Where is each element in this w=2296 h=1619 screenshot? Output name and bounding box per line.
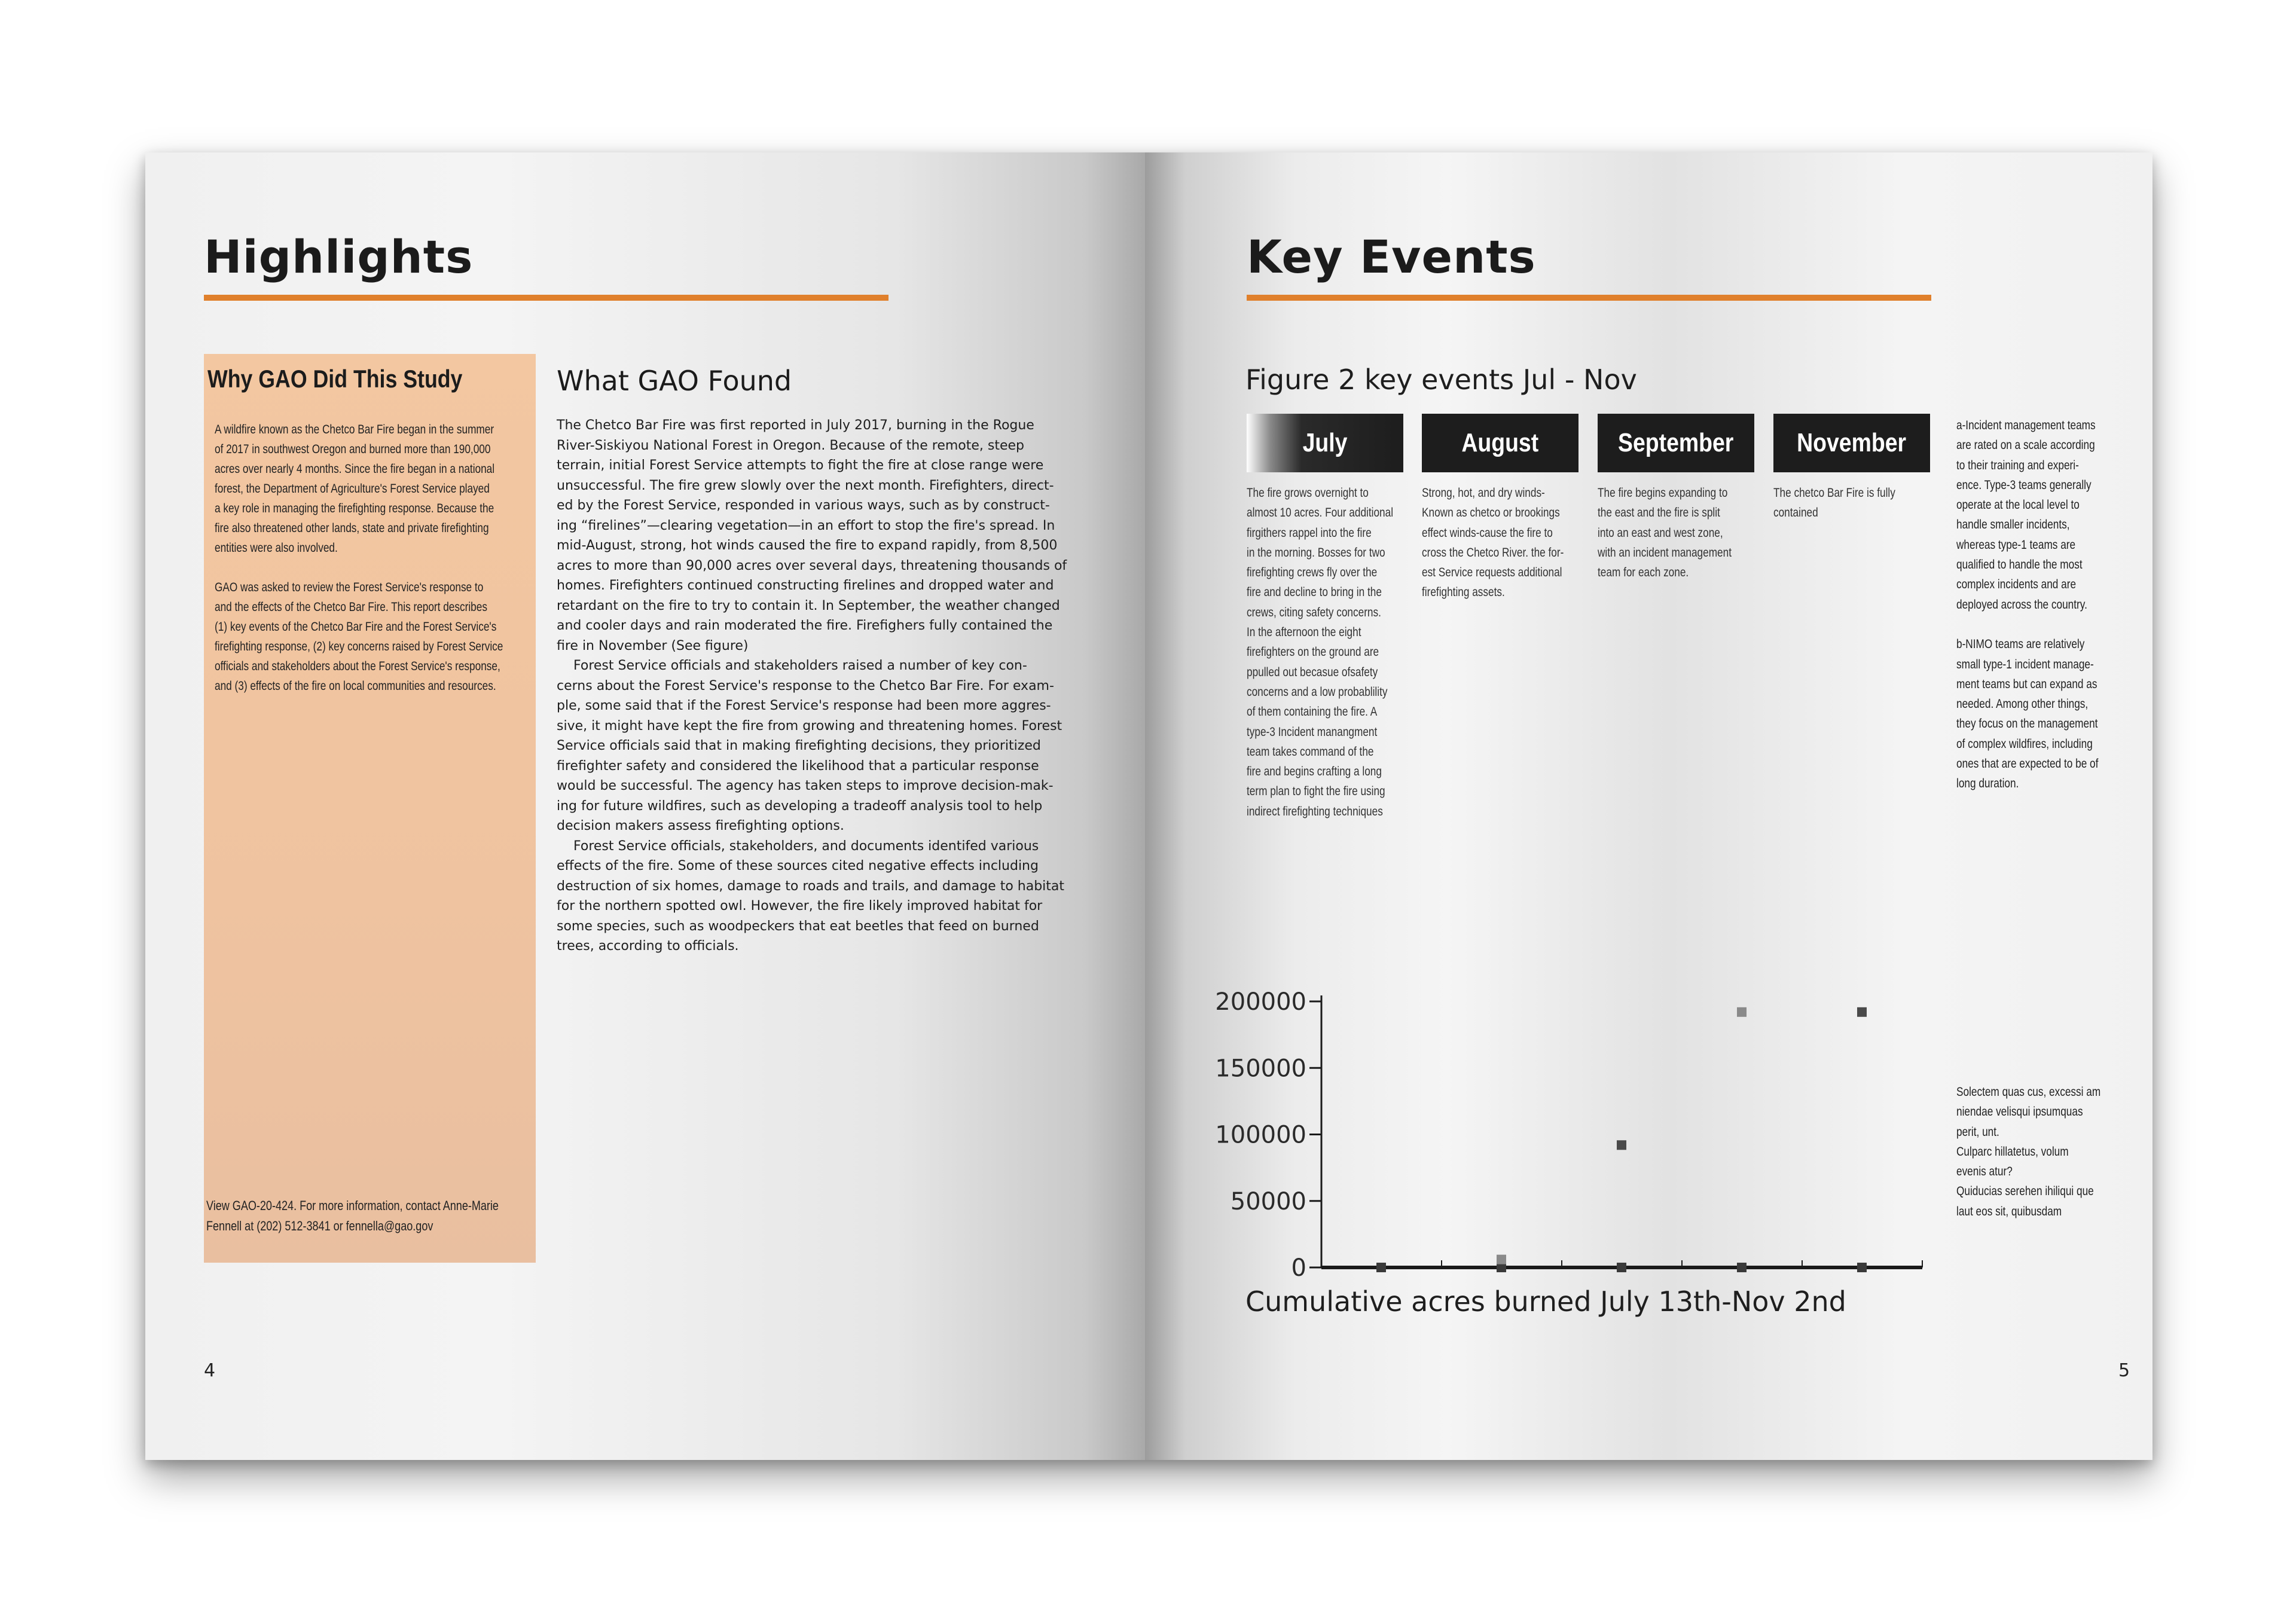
data-point [1737, 1263, 1747, 1272]
month-august [1422, 414, 1578, 472]
sidebar-body: A wildfire known as the Chetco Bar Fire began in the summer of 2017 in southwest Oregon and burned more than 190,000 acres over nearly 4 months. Since the fire began in a national forest, the Department of Agriculture's Forest Service played a key role in managing the firefighting response. Because the fire also threatened other lands, state and private firefighting entities were also involved. GAO was asked to review the Forest Service's response to and the effects of the Chetco Bar Fire. This report describes (1) key events of the Chetco Bar Fire and the Forest Service's firefighting response, (2) key concerns raised by Forest Service officials and stakeholders about the Forest Service's response, and (3) effects of the fire on local communities and resources. [215, 423, 503, 693]
open-booklet [145, 152, 2152, 1460]
y-tick-label: 0 [1291, 1254, 1306, 1282]
data-point [1857, 1263, 1867, 1272]
figure-title: Figure 2 key events Jul - Nov [1245, 363, 1637, 396]
section-title: What GAO Found [557, 365, 792, 397]
month-september [1598, 414, 1754, 472]
month-label: November [1797, 428, 1907, 457]
chart-caption: Cumulative acres burned July 13th-Nov 2nd [1245, 1285, 1846, 1318]
y-tick-label: 50000 [1230, 1187, 1306, 1215]
month-label: September [1618, 428, 1734, 457]
left-page [145, 152, 1145, 1460]
month-label: August [1461, 428, 1539, 457]
page-heading: Key Events [1247, 230, 1536, 283]
september-description: The fire begins expanding to the east and the fire is split into an east and west zone, with an incident management team for each zone. [1598, 486, 1732, 580]
page-number: 4 [204, 1360, 216, 1381]
footnotes: a-Incident management teams are rated on a scale according to their training and experi- ence. Type-3 teams generally operate at the local level to handle smaller incidents, whereas type-1 teams are qualified to handle the most complex incidents and are deployed across the country. b-NIMO teams are relatively small type-1 incident manage- ment teams but can expand as needed. Among other things, they focus on the management of complex wildfires, including ones that are expected to be of long duration. [1956, 419, 2099, 791]
data-point [1617, 1140, 1626, 1150]
month-label: July [1302, 428, 1348, 457]
data-point [1857, 1007, 1867, 1017]
findings-body: The Chetco Bar Fire was first reported in July 2017, burning in the Rogue River-Siskiyou National Forest in Oregon. Because of the remote, steep terrain, initial Forest Service attempts to fight the fire at close range were unsuccessful. The fire grew slowly over the next month. Firefighters, direct- ed by the Forest Service, responded in various ways, such as by construct- ing “firelines”—clearing vegetation—in an effort to stop the fire's spread. In mid-August, strong, hot winds caused the fire to expand rapidly, from 8,500 acres to more than 90,000 acres over several days, threatening thousands of homes. Firefighters continued constructing firelines and dropped water and retardant on the fire to try to contain it. In September, the weather changed and cooler days and rain moderated the fire. Firefighers fully contained the fire in November (See figure) Forest Service officials and stakeholders raised a number of key con- cerns about the Forest Service's response to the Chetco Bar Fire. For exam- ple, some said that if the Forest Service's response had been more aggres- sive, it might have kept the fire from growing and threatening homes. Forest Service officials said that in making firefighting decisions, they prioritized firefighter safety and considered the likelihood that a particular response would be successful. The agency has taken steps to improve decision-mak- ing for future wildfires, such as developing a tradeoff analysis tool to help decision makers assess firefighting options. Forest Service officials, stakeholders, and documents identifed various effects of the fire. Some of these sources cited negative effects including destruction of six homes, damage to roads and trails, and damage to habitat for the northern spotted owl. However, the fire likely improved habitat for some species, such as woodpeckers that eat beetles that feed on burned trees, according to officials. [557, 418, 1067, 954]
data-point [1737, 1007, 1747, 1017]
y-tick-label: 100000 [1215, 1121, 1306, 1149]
november-description: The chetco Bar Fire is fully contained [1773, 486, 1895, 520]
data-point [1376, 1263, 1386, 1272]
page-heading: Highlights [204, 230, 474, 283]
july-description: The fire grows overnight to almost 10 acres. Four additional firgithers rappel into the fire in the morning. Bosses for two firefighting crews fly over the fire and decline to bring in the crews, citing safety concerns. In the afternoon the eight firefighters on the ground are ppulled out becasue ofsafety concerns and a low probablility of them containing the fire. A type-3 Incident manangment team takes command of the fire and begins crafting a long term plan to fight the fire using indirect firefighting techniques [1247, 486, 1394, 818]
august-description: Strong, hot, and dry winds- Known as chetco or brookings effect winds-cause the fire to cross the Chetco River. the for- est Service requests additional firefighting assets. [1422, 486, 1564, 600]
y-tick-label: 150000 [1215, 1055, 1306, 1083]
heading-rule [204, 295, 889, 301]
acres-chart [1215, 977, 1934, 1282]
data-point [1497, 1255, 1506, 1264]
data-point [1617, 1263, 1626, 1272]
study-sidebar [204, 354, 536, 1263]
heading-rule [1247, 295, 1931, 301]
contact-info: View GAO-20-424. For more information, contact Anne-Marie Fennell at (202) 512-3841 or fennella@gao.gov [206, 1198, 499, 1233]
sidebar-title: Why GAO Did This Study [207, 365, 463, 393]
y-tick-label: 200000 [1215, 988, 1306, 1016]
right-page [1145, 152, 2152, 1460]
page-number: 5 [2118, 1360, 2130, 1381]
month-july [1247, 414, 1403, 472]
month-november [1773, 414, 1930, 472]
side-note: Solectem quas cus, excessi am niendae velisqui ipsumquas perit, unt. Culparc hillatetus, volum evenis atur? Quiducias serehen ihiliqui que laut eos sit, quibusdam [1956, 1085, 2101, 1218]
